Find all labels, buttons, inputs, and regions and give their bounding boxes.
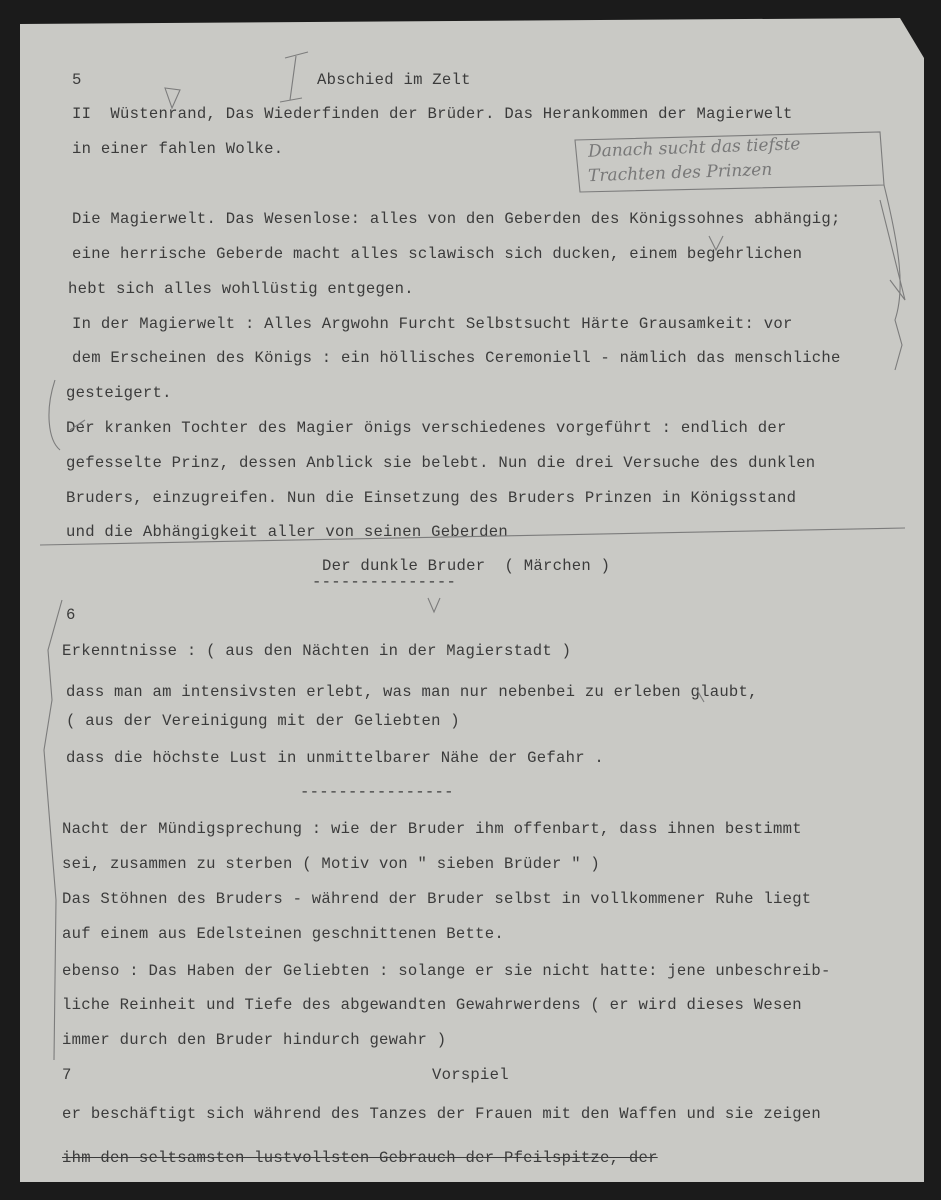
text-line: dass die höchste Lust in unmittelbarer Nähe der Gefahr . [66,749,605,767]
text-line: Das Stöhnen des Bruders - während der Bruder selbst in vollkommener Ruhe liegt [62,890,812,908]
text-line: dass man am intensivsten erlebt, was man nur nebenbei zu erleben glaubt, [66,683,758,701]
text-line: Vorspiel [432,1066,509,1084]
text-line: in einer fahlen Wolke. [72,140,284,158]
text-line: Die Magierwelt. Das Wesenlose: alles von den Geberden des Königssohnes abhängig; [72,210,841,228]
text-line: und die Abhängigkeit aller von seinen Geberden [66,523,508,541]
text-line: dem Erscheinen des Königs : ein höllisches Ceremoniell - nämlich das menschliche [72,349,841,367]
margin-note-line-1: Danach sucht das tiefste [587,134,801,162]
text-line: liche Reinheit und Tiefe des abgewandten Gewahrwerdens ( er wird dieses Wesen [62,996,802,1014]
text-line: In der Magierwelt : Alles Argwohn Furcht Selbstsucht Härte Grausamkeit: vor [72,315,793,333]
text-line: auf einem aus Edelsteinen geschnittenen Bette. [62,925,504,943]
text-line: gefesselte Prinz, dessen Anblick sie belebt. Nun die drei Versuche des dunklen [66,454,816,472]
text-line: ebenso : Das Haben der Geliebten : solange er sie nicht hatte: jene unbeschreib- [62,962,831,980]
margin-note-line-2: Trachten des Prinzen [587,159,773,187]
text-line: Bruders, einzugreifen. Nun die Einsetzung des Bruders Prinzen in Königsstand [66,489,797,507]
text-line: ( aus der Vereinigung mit der Geliebten ) [66,712,460,730]
text-line: 6 [66,606,76,624]
text-line: Abschied im Zelt [317,71,471,89]
text-line: gesteigert. [66,384,172,402]
text-line: II Wüstenrand, Das Wiederfinden der Brüder. Das Herankommen der Magierwelt [72,105,793,123]
text-line: ihm den seltsamsten lustvollsten Gebrauch der Pfeilspitze, der [62,1149,658,1167]
text-line: eine herrische Geberde macht alles sclawisch sich ducken, einem begehrlichen [72,245,803,263]
text-line: Erkenntnisse : ( aus den Nächten in der Magierstadt ) [62,642,572,660]
text-line: Nacht der Mündigsprechung : wie der Bruder ihm offenbart, dass ihnen bestimmt [62,820,802,838]
text-line: 5 [72,71,82,89]
text-line: ---------------- [300,783,454,801]
text-line: hebt sich alles wohllüstig entgegen. [68,280,414,298]
text-line: Der kranken Tochter des Magier önigs verschiedenes vorgeführt : endlich der [66,419,787,437]
heading-underline: --------------- [312,573,457,591]
text-line: 7 [62,1066,72,1084]
text-line: er beschäftigt sich während des Tanzes der Frauen mit den Waffen und sie zeigen [62,1105,822,1123]
text-line: Der dunkle Bruder ( Märchen ) [322,557,611,575]
text-line: immer durch den Bruder hindurch gewahr ) [62,1031,447,1049]
text-line: sei, zusammen zu sterben ( Motiv von " sieben Brüder " ) [62,855,601,873]
